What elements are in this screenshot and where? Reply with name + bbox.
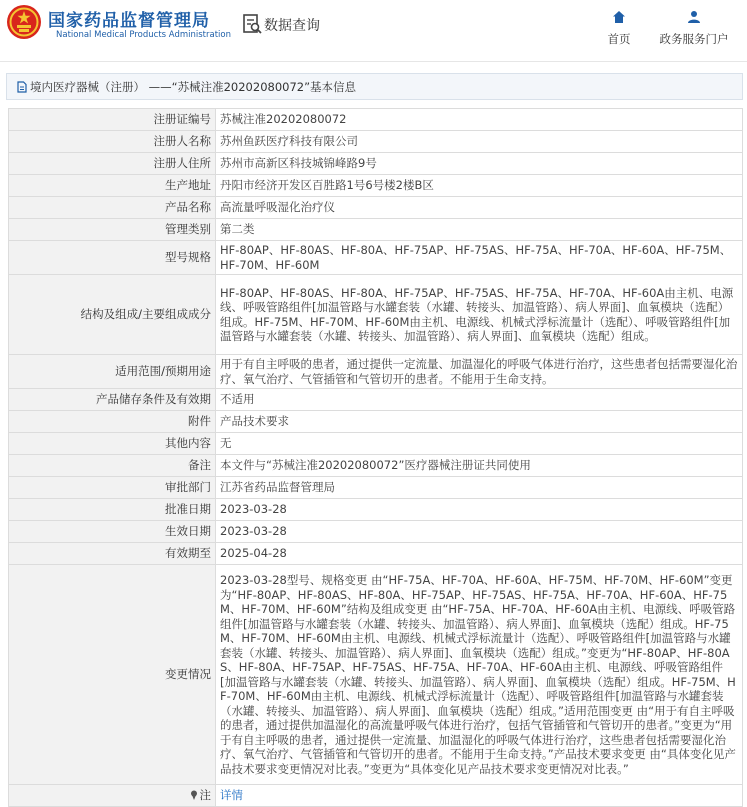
row-label: 产品储存条件及有效期 (9, 389, 216, 411)
row-value: 苏州鱼跃医疗科技有限公司 (216, 131, 743, 153)
row-value: HF-80AP、HF-80AS、HF-80A、HF-75AP、HF-75AS、HF-75A、HF-70A、HF-60A、HF-75M、HF-70M、HF-60M (216, 241, 743, 275)
table-row (9, 389, 743, 411)
table-row (9, 455, 743, 477)
row-value: 苏州市高新区科技城锦峰路9号 (216, 153, 743, 175)
org-name-cn[interactable]: 国家药品监督管理局 (48, 11, 210, 31)
table-row (9, 411, 743, 433)
table-row (9, 197, 743, 219)
table-row (9, 241, 743, 275)
row-label: 备注 (9, 455, 216, 477)
row-value: 2023-03-28型号、规格变更 由“HF-75A、HF-70A、HF-60A、HF-75M、HF-70M、HF-60M”变更为“HF-80AP、HF-80AS、HF-80A、HF-75AP、HF-75AS、HF-75A、HF-70A、HF-60A、HF-75M、HF-70M、HF-60M”结构及组成变更 由“HF-75A、HF-70A、HF-60A由主机、电源线、呼吸管路组件[加温管路与水罐套装（水罐、转接头、加温管路）、病人界面]、血氧模块（选配）组成。HF-75M、HF-70M、HF-60M由主机、电源线、机械式浮标流量计（选配）、呼吸管路组件[加温管路与水罐套装（水罐、转接头、加温管路）、病人界面]、血氧模块（选配）组成。”变更为“HF-80AP、HF-80AS、HF-80A、HF-75AP、HF-75AS、HF-75A、HF-70A、HF-60A由主机、电源线、呼吸管路组件[加温管路与水罐套装（水罐、转接头、加温管路）、病人界面]、血氧模块（选配）组成。HF-75M、HF-70M、HF-60M由主机、电源线、机械式浮标流量计（选配）、呼吸管路组件[加温管路与水罐套装（水罐、转接头、加温管路）、病人界面]、血氧模块（选配）组成。”适用范围变更 由“用于有自主呼吸的患者，通过提供加温湿化的高流量呼吸气体进行治疗，包括气管插管和气管切开的患者。”变更为“用于有自主呼吸的患者，通过提供一定流量、加温湿化的呼吸气体进行治疗，这些患者包括需要湿化治疗、氧气治疗、气管插管和气管切开的患者。不能用于生命支持。”产品技术要求变更 由“具体变化见产品技术要求变更情况对比表。”变更为“具体变化见产品技术要求变更情况对比表。” (216, 565, 743, 785)
nav-home-label: 首页 (607, 32, 631, 46)
row-label: 结构及组成/主要组成成分 (9, 275, 216, 355)
row-label: 附件 (9, 411, 216, 433)
data-query-icon (243, 14, 262, 35)
row-label: 产品名称 (9, 197, 216, 219)
row-label: 生效日期 (9, 521, 216, 543)
table-row (9, 175, 743, 197)
row-label: 批准日期 (9, 499, 216, 521)
table-row (9, 785, 743, 807)
row-label: 生产地址 (9, 175, 216, 197)
org-name-en: National Medical Products Administration (56, 30, 231, 40)
nav-service-portal[interactable] (656, 10, 732, 47)
row-value: 本文件与“苏械注准20202080072”医疗器械注册证共同使用 (216, 455, 743, 477)
row-value: 江苏省药品监督管理局 (216, 477, 743, 499)
registration-detail-table (8, 108, 743, 807)
row-value: 苏械注准20202080072 (216, 109, 743, 131)
table-row (9, 433, 743, 455)
nav-home[interactable] (604, 10, 634, 47)
row-label: 型号规格 (9, 241, 216, 275)
table-row (9, 355, 743, 389)
note-label-cell (9, 785, 216, 807)
user-icon (687, 10, 701, 24)
nav-portal-label: 政务服务门户 (659, 32, 729, 46)
table-row (9, 499, 743, 521)
row-value: 丹阳市经济开发区百胜路1号6号楼2楼B区 (216, 175, 743, 197)
table-row (9, 153, 743, 175)
table-row (9, 521, 743, 543)
row-label: 管理类别 (9, 219, 216, 241)
row-value: 2023-03-28 (216, 499, 743, 521)
row-label: 注册人名称 (9, 131, 216, 153)
table-row (9, 131, 743, 153)
note-label: 注 (199, 788, 211, 803)
row-label: 审批部门 (9, 477, 216, 499)
table-row (9, 275, 743, 355)
pin-icon (190, 790, 198, 800)
row-label: 其他内容 (9, 433, 216, 455)
row-value: 用于有自主呼吸的患者，通过提供一定流量、加温湿化的呼吸气体进行治疗，这些患者包括需要湿化治疗、氧气治疗、气管插管和气管切开的患者。不能用于生命支持。 (216, 355, 743, 389)
row-label: 变更情况 (9, 565, 216, 785)
row-value: 不适用 (216, 389, 743, 411)
details-link[interactable]: 详情 (220, 788, 243, 803)
row-value: 第二类 (216, 219, 743, 241)
home-icon (612, 10, 626, 24)
table-row (9, 109, 743, 131)
row-value: 无 (216, 433, 743, 455)
section-title: 数据查询 (264, 18, 320, 34)
table-row (9, 543, 743, 565)
row-label: 有效期至 (9, 543, 216, 565)
row-label: 适用范围/预期用途 (9, 355, 216, 389)
national-emblem-icon (6, 4, 42, 40)
document-icon (17, 81, 27, 93)
row-value: 2023-03-28 (216, 521, 743, 543)
row-label: 注册证编号 (9, 109, 216, 131)
site-header (0, 0, 747, 62)
note-value (216, 785, 743, 807)
table-row (9, 565, 743, 785)
row-value: HF-80AP、HF-80AS、HF-80A、HF-75AP、HF-75AS、HF-75A、HF-70A、HF-60A由主机、电源线、呼吸管路组件[加温管路与水罐套装（水罐、转接头、加温管路）、病人界面]、血氧模块（选配）组成。HF-75M、HF-70M、HF-60M由主机、电源线、机械式浮标流量计（选配）、呼吸管路组件[加温管路与水罐套装（水罐、转接头、加温管路）、病人界面]、血氧模块（选配）组成。 (216, 275, 743, 355)
row-value: 产品技术要求 (216, 411, 743, 433)
header-divider (0, 61, 747, 62)
row-value: 2025-04-28 (216, 543, 743, 565)
breadcrumb-text: 境内医疗器械（注册） ——“苏械注准20202080072”基本信息 (30, 80, 357, 94)
table-row (9, 219, 743, 241)
breadcrumb (6, 73, 743, 100)
row-value: 高流量呼吸湿化治疗仪 (216, 197, 743, 219)
row-label: 注册人住所 (9, 153, 216, 175)
table-row (9, 477, 743, 499)
